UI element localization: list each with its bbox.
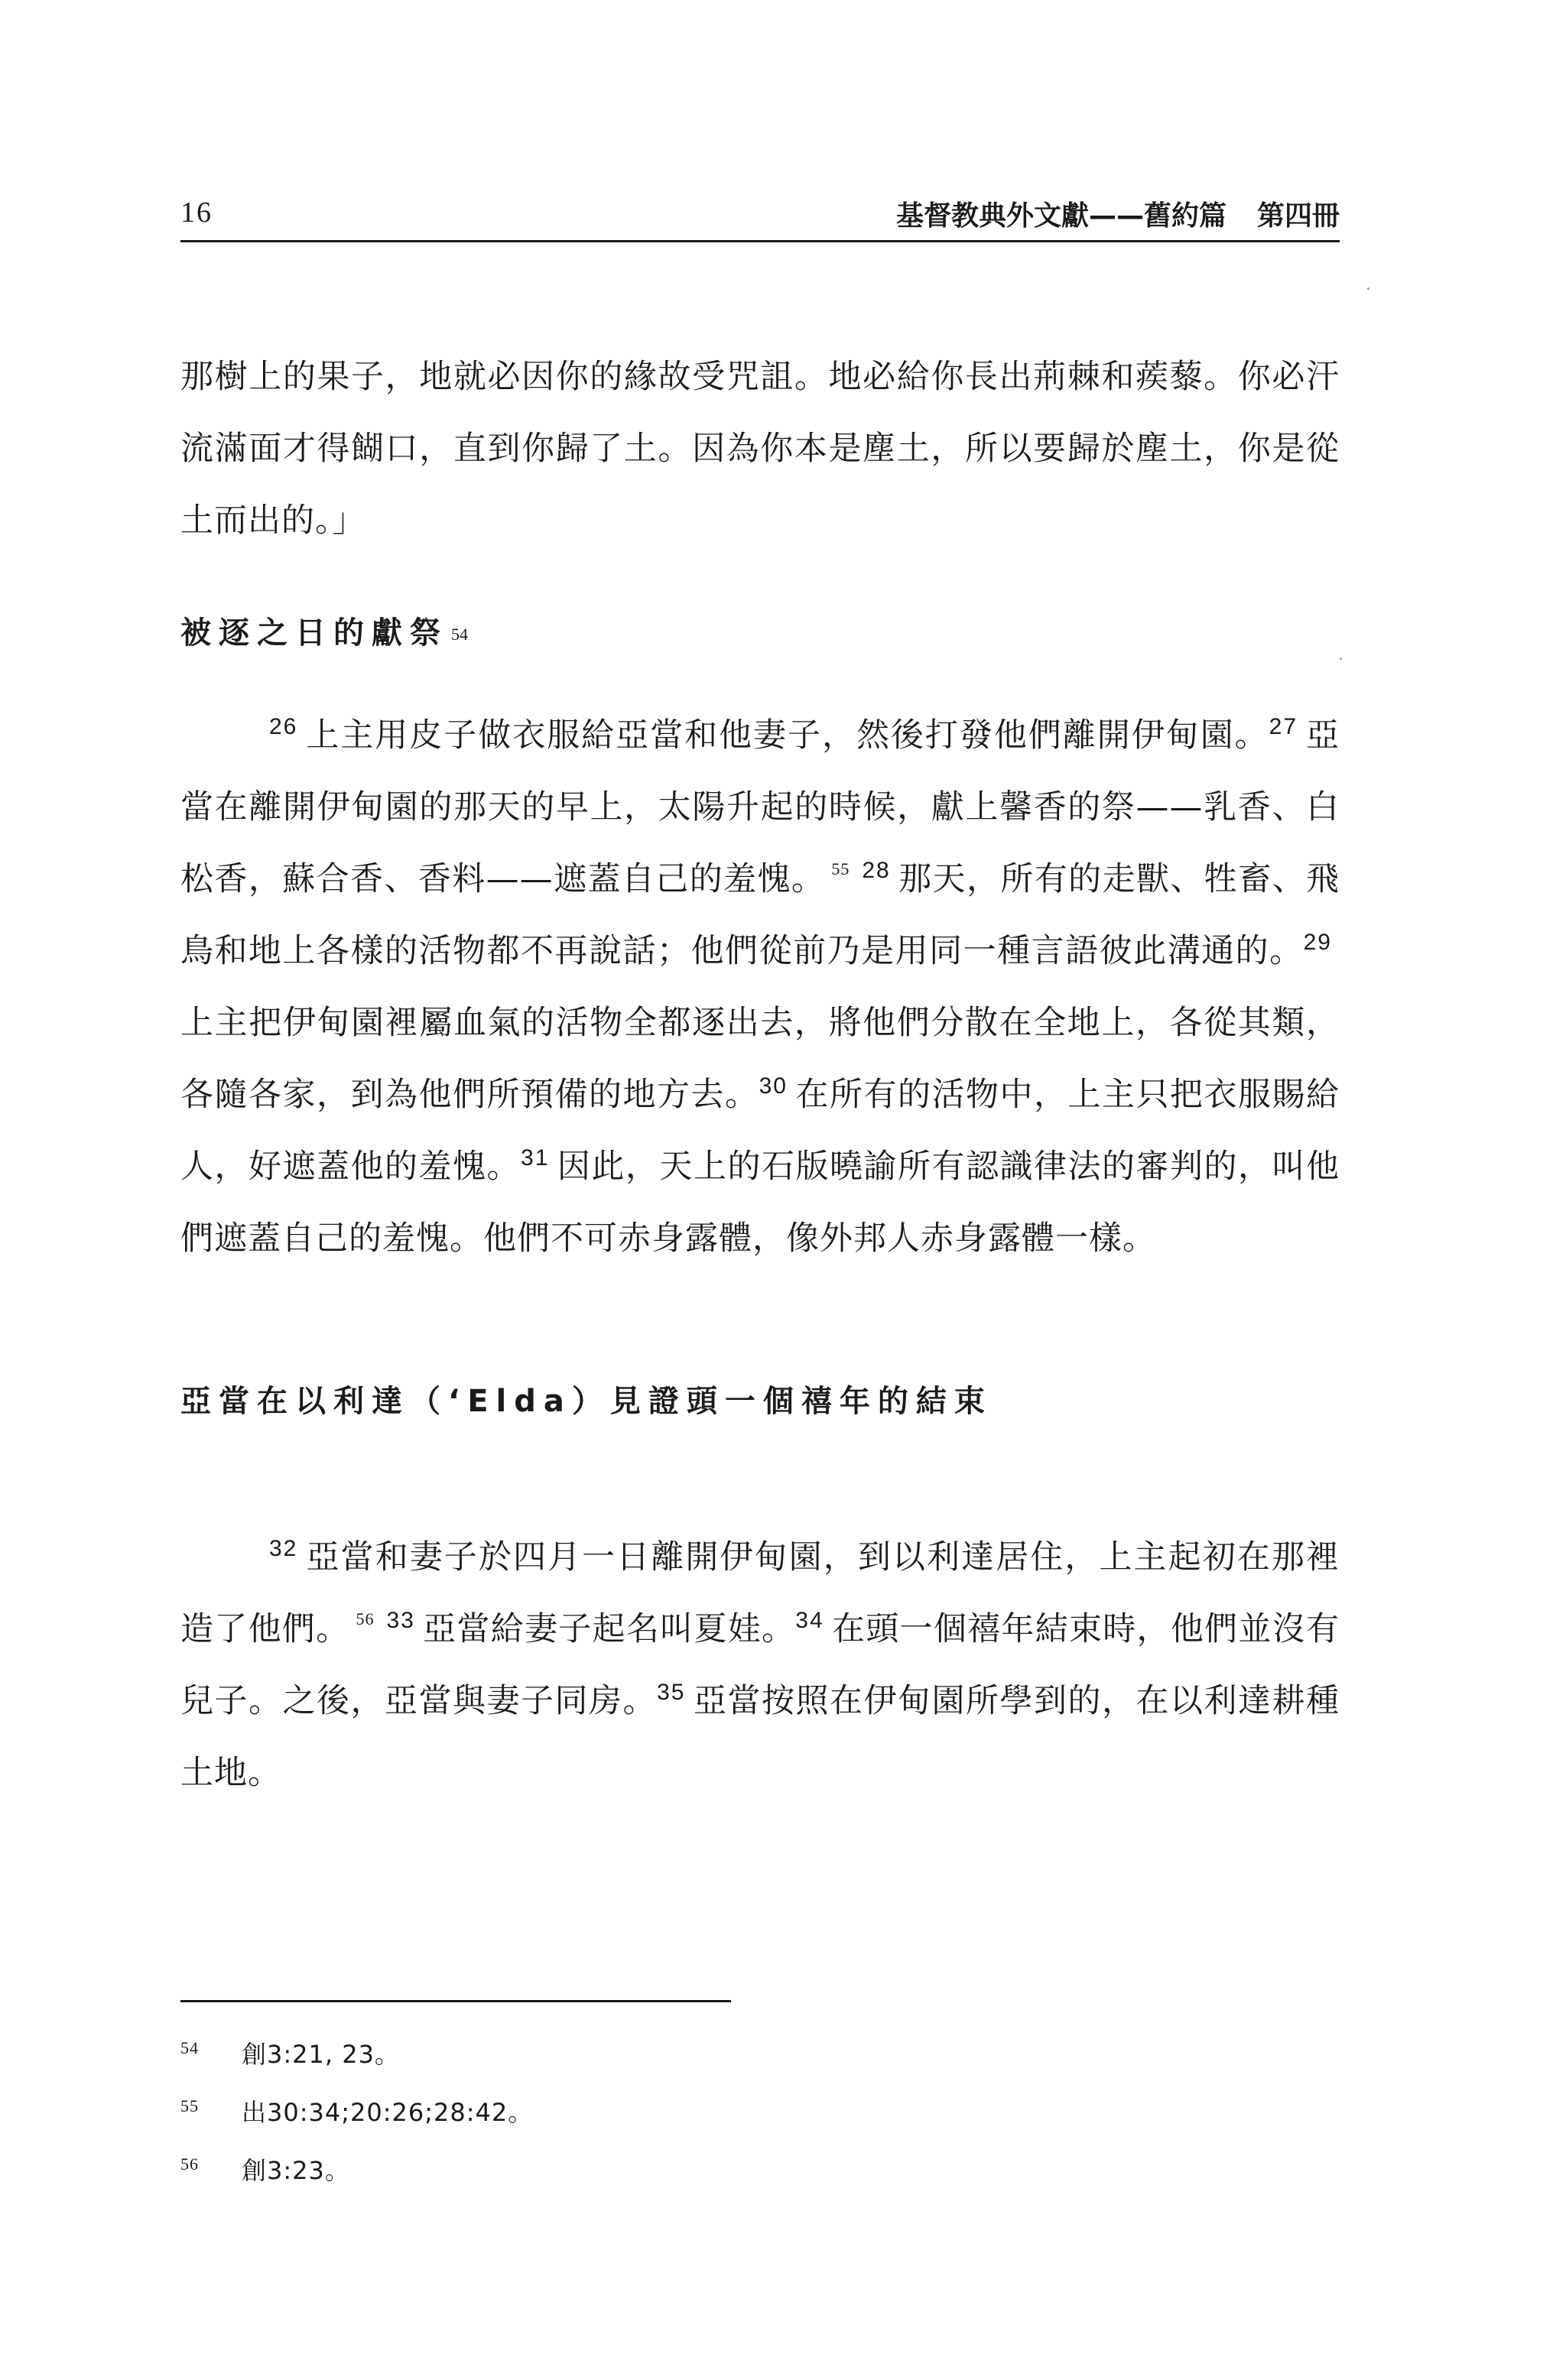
verse-33-text: 亞當給妻子起名叫夏娃。	[422, 1610, 796, 1648]
footnote-text: 出30:34;20:26;28:42。	[242, 2098, 534, 2127]
running-title-text: 基督教典外文獻——舊約篇	[895, 200, 1226, 232]
header-rule	[180, 240, 1340, 242]
verse-27-text: 亞當在離開伊甸園的那天的早上，太陽升起的時候，獻上馨香的祭——乳香、白松香，蘇合香、香料——遮蓋自己的羞愧。	[180, 716, 1340, 898]
volume-label: 第四冊	[1256, 200, 1340, 232]
footnote-text: 創3:23。	[242, 2156, 350, 2185]
verse-number-31: 31	[521, 1145, 550, 1171]
section-heading-sacrifice	[180, 609, 480, 652]
paragraph-verses-32-35	[180, 1521, 1340, 1809]
footnote-54	[180, 2035, 400, 2070]
scan-speck	[1367, 287, 1369, 290]
verse-26-text: 上主用皮子做衣服給亞當和他妻子，然後打發他們離開伊甸園。	[305, 716, 1269, 755]
section-heading-elda: 亞當在以利達（‘Elda）見證頭一個禧年的結束	[180, 1384, 993, 1419]
verse-30-text: 在所有的活物中，上主只把衣服賜給人，好遮蓋他的羞愧。	[180, 1076, 1340, 1186]
verse-32-text: 亞當和妻子於四月一日離開伊甸園，到以利達居住，上主起初在那裡造了他們。	[180, 1538, 1340, 1648]
paragraph-verses-26-31	[180, 700, 1340, 1274]
page-header	[180, 191, 1340, 242]
verse-31-text: 因此，天上的石版曉諭所有認識律法的審判的，叫他們遮蓋自己的羞愧。他們不可赤身露體，像外邦人赤身露體一樣。	[180, 1148, 1340, 1258]
footnote-number: 55	[180, 2096, 199, 2115]
running-title	[896, 194, 1340, 233]
footnote-55	[180, 2093, 533, 2128]
verse-number-34: 34	[795, 1608, 824, 1633]
scan-speck	[1340, 658, 1342, 660]
section-heading-text: 被逐之日的獻祭	[180, 615, 448, 651]
verse-number-26: 26	[269, 714, 298, 739]
footnote-rule	[180, 2000, 731, 2002]
footnote-ref-55[interactable]: 55	[831, 859, 850, 878]
verse-29-text: 上主把伊甸園裡屬血氣的活物全都逐出去，將他們分散在全地上，各從其類，各隨各家，到為他們所預備的地方去。	[180, 1004, 1340, 1114]
verse-28-text: 那天，所有的走獸、牲畜、飛鳥和地上各樣的活物都不再說話；他們從前乃是用同一種言語彼此溝通的。	[180, 860, 1340, 970]
footnote-number: 54	[180, 2038, 199, 2057]
footnote-ref-56[interactable]: 56	[356, 1609, 375, 1628]
footnote-number: 56	[180, 2154, 199, 2174]
verse-number-32: 32	[269, 1536, 298, 1561]
verse-number-28: 28	[862, 858, 891, 883]
paragraph-continued: 那樹上的果子，地就必因你的緣故受咒詛。地必給你長出荊棘和蒺藜。你必汗流滿面才得餬口，直到你歸了土。因為你本是塵土，所以要歸於塵土，你是從土而出的。」	[180, 358, 1340, 540]
verse-number-30: 30	[759, 1073, 788, 1099]
page-number: 16	[180, 196, 213, 229]
verse-number-27: 27	[1269, 714, 1298, 739]
verse-35-text: 亞當按照在伊甸園所學到的，在以利達耕種土地。	[180, 1682, 1340, 1792]
footnote-56	[180, 2151, 350, 2187]
footnote-ref-54[interactable]: 54	[451, 625, 468, 644]
verse-number-33: 33	[386, 1608, 415, 1633]
footnote-text: 創3:21, 23。	[242, 2040, 400, 2069]
verse-number-35: 35	[657, 1680, 686, 1705]
verse-34-text: 在頭一個禧年結束時，他們並沒有兒子。之後，亞當與妻子同房。	[180, 1610, 1340, 1720]
verse-number-29: 29	[1303, 930, 1332, 955]
